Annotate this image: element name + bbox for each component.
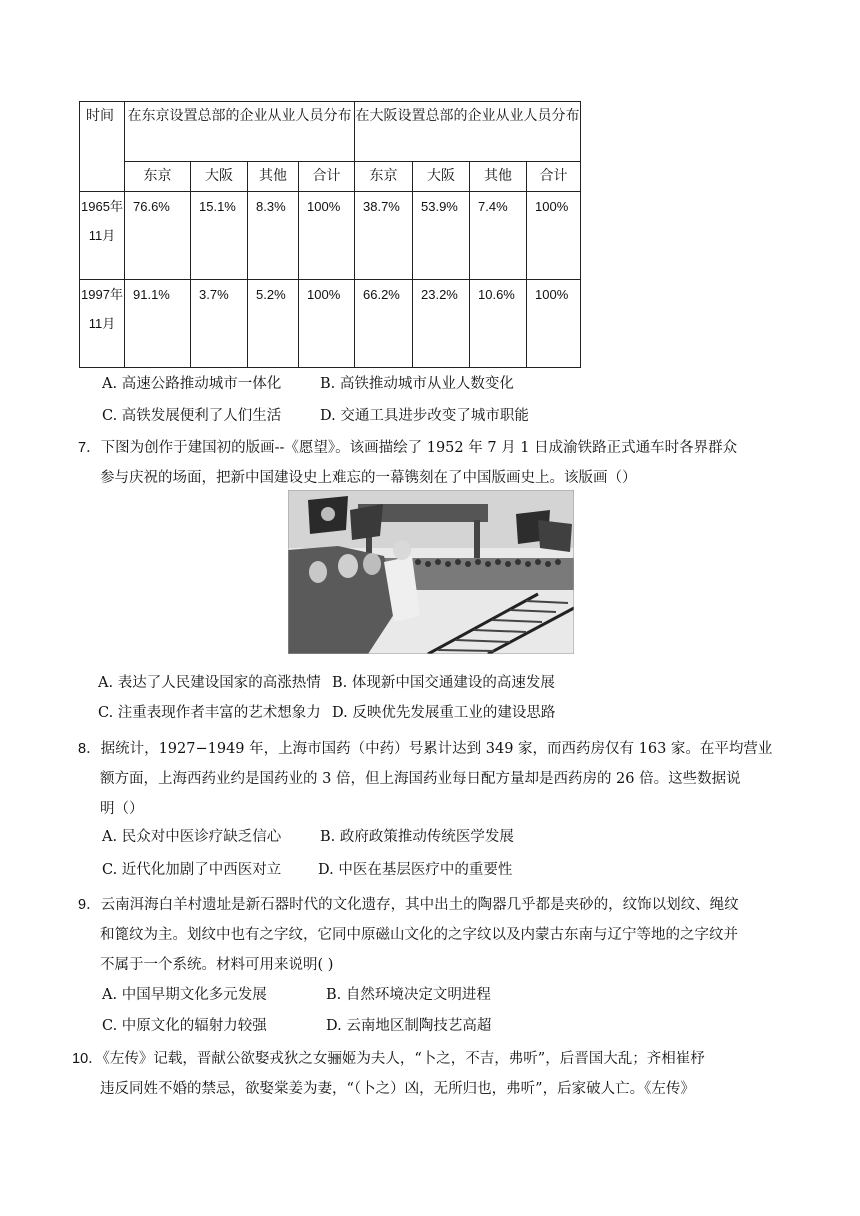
cell: 66.2% — [355, 280, 413, 368]
cell: 10.6% — [470, 280, 527, 368]
question-text: 据统计，1927−1949 年，上海市国药（中药）号累计达到 349 家，而西药房仅有 163 家。在平均营业 — [100, 741, 773, 757]
question-number: 7． — [78, 440, 101, 456]
question-9 — [78, 890, 778, 980]
row-year: 1997年11月 — [80, 280, 125, 368]
q9-option-a: A. 中国早期文化多元发展 — [102, 987, 267, 1003]
table-row — [80, 192, 581, 280]
cell: 100% — [527, 192, 581, 280]
question-10 — [72, 1044, 778, 1104]
woodcut-print-image — [288, 490, 574, 654]
question-7 — [78, 433, 778, 493]
q7-option-c: C. 注重表现作者丰富的艺术想象力 — [98, 705, 321, 721]
q6-option-d: D. 交通工具进步改变了城市职能 — [320, 408, 529, 424]
subheader: 东京 — [355, 162, 413, 192]
question-text: 违反同姓不婚的禁忌，欲娶棠姜为妻，“（卜之）凶，无所归也，弗听”，后家破人亡。《左传》 — [100, 1081, 695, 1097]
question-number: 8． — [78, 741, 101, 757]
table-row — [80, 280, 581, 368]
header-osaka: 在大阪设置总部的企业从业人员分布 — [355, 102, 581, 162]
q7-option-d: D. 反映优先发展重工业的建设思路 — [332, 705, 556, 721]
question-text: 《左传》记载，晋献公欲娶戎狄之女骊姬为夫人，“卜之，不吉，弗听”，后晋国大乱；齐相崔杼 — [102, 1051, 705, 1067]
subheader: 其他 — [470, 162, 527, 192]
cell: 91.1% — [125, 280, 191, 368]
q8-option-c: C. 近代化加剧了中西医对立 — [102, 862, 282, 878]
header-time: 时间 — [80, 102, 125, 192]
subheader: 其他 — [248, 162, 299, 192]
cell: 53.9% — [413, 192, 470, 280]
q8-option-b: B. 政府政策推动传统医学发展 — [320, 829, 514, 845]
subheader: 东京 — [125, 162, 191, 192]
question-text: 参与庆祝的场面，把新中国建设史上难忘的一幕镌刻在了中国版画史上。该版画（） — [100, 470, 637, 486]
q6-option-b: B. 高铁推动城市从业人数变化 — [320, 376, 514, 392]
q6-option-c: C. 高铁发展便利了人们生活 — [102, 408, 282, 424]
question-text: 下图为创作于建国初的版画--《愿望》。该画描绘了 1952 年 7 月 1 日成渝铁路正式通车时各界群众 — [100, 440, 738, 456]
cell: 15.1% — [191, 192, 248, 280]
subheader: 大阪 — [413, 162, 470, 192]
subheader: 合计 — [527, 162, 581, 192]
cell: 23.2% — [413, 280, 470, 368]
employment-table — [79, 101, 581, 368]
cell: 76.6% — [125, 192, 191, 280]
cell: 100% — [299, 280, 355, 368]
q8-option-a: A. 民众对中医诊疗缺乏信心 — [102, 829, 282, 845]
question-number: 10． — [72, 1051, 103, 1067]
subheader: 合计 — [299, 162, 355, 192]
cell: 38.7% — [355, 192, 413, 280]
question-text: 明（） — [100, 801, 144, 817]
row-year: 1965年11月 — [80, 192, 125, 280]
q9-option-c: C. 中原文化的辐射力较强 — [102, 1018, 267, 1034]
q8-option-d: D. 中医在基层医疗中的重要性 — [318, 862, 513, 878]
question-text: 额方面，上海西药业约是国药业的 3 倍，但上海国药业每日配方量却是西药房的 26 倍。这些数据说 — [100, 771, 741, 787]
cell: 7.4% — [470, 192, 527, 280]
question-text: 和篦纹为主。划纹中也有之字纹，它同中原磁山文化的之字纹以及内蒙古东南与辽宁等地的之字纹并 — [100, 927, 738, 943]
cell: 100% — [299, 192, 355, 280]
question-text: 云南洱海白羊村遗址是新石器时代的文化遗存，其中出土的陶器几乎都是夹砂的，纹饰以划纹、绳纹 — [100, 897, 739, 913]
cell: 3.7% — [191, 280, 248, 368]
q7-option-a: A. 表达了人民建设国家的高涨热情 — [98, 675, 321, 691]
subheader: 大阪 — [191, 162, 248, 192]
q6-option-a: A. 高速公路推动城市一体化 — [102, 376, 282, 392]
question-number: 9． — [78, 897, 101, 913]
q9-option-b: B. 自然环境决定文明进程 — [326, 987, 491, 1003]
header-tokyo: 在东京设置总部的企业从业人员分布 — [125, 102, 355, 162]
q7-option-b: B. 体现新中国交通建设的高速发展 — [332, 675, 555, 691]
cell: 8.3% — [248, 192, 299, 280]
question-8 — [78, 734, 778, 824]
q9-option-d: D. 云南地区制陶技艺高超 — [326, 1018, 492, 1034]
question-text: 不属于一个系统。材料可用来说明( ) — [100, 957, 334, 973]
cell: 5.2% — [248, 280, 299, 368]
cell: 100% — [527, 280, 581, 368]
